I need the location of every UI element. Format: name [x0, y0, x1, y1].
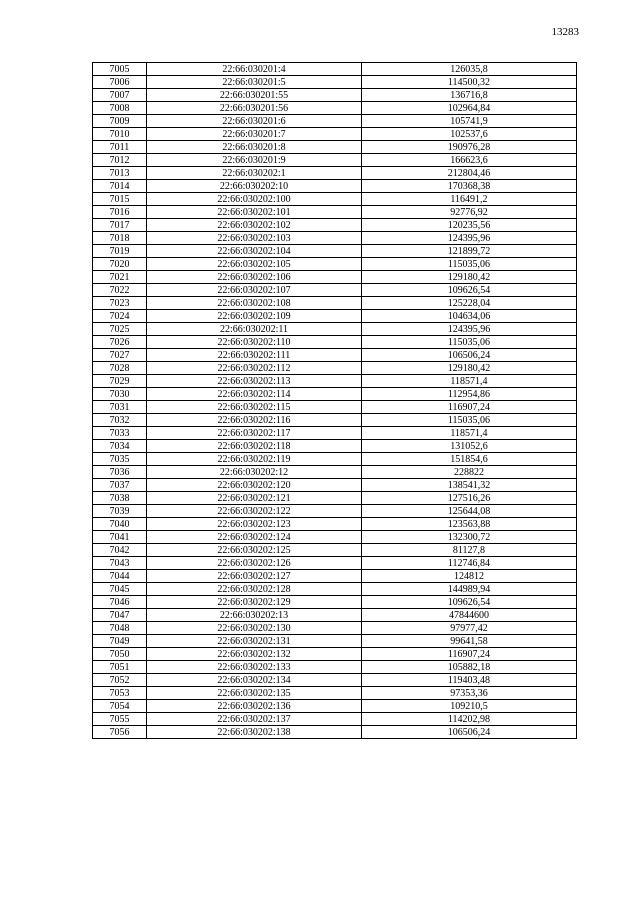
value-cell: 112746,84 — [362, 557, 577, 570]
cadastral-number-cell: 22:66:030202:114 — [147, 388, 362, 401]
value-cell: 144989,94 — [362, 583, 577, 596]
value-cell: 120235,56 — [362, 219, 577, 232]
value-cell: 124395,96 — [362, 323, 577, 336]
row-number-cell: 7008 — [93, 102, 147, 115]
table-row — [93, 219, 577, 232]
table-row — [93, 557, 577, 570]
row-number-cell: 7044 — [93, 570, 147, 583]
table-row — [93, 505, 577, 518]
row-number-cell: 7029 — [93, 375, 147, 388]
value-cell: 170368,38 — [362, 180, 577, 193]
value-cell: 99641,58 — [362, 635, 577, 648]
row-number-cell: 7046 — [93, 596, 147, 609]
row-number-cell: 7034 — [93, 440, 147, 453]
value-cell: 102537,6 — [362, 128, 577, 141]
table-row — [93, 440, 577, 453]
table-row — [93, 63, 577, 76]
cadastral-number-cell: 22:66:030202:108 — [147, 297, 362, 310]
table-row — [93, 466, 577, 479]
table-row — [93, 531, 577, 544]
row-number-cell: 7010 — [93, 128, 147, 141]
cadastral-number-cell: 22:66:030202:105 — [147, 258, 362, 271]
row-number-cell: 7043 — [93, 557, 147, 570]
value-cell: 125644,08 — [362, 505, 577, 518]
value-cell: 127516,26 — [362, 492, 577, 505]
value-cell: 126035,8 — [362, 63, 577, 76]
value-cell: 97353,36 — [362, 687, 577, 700]
cadastral-number-cell: 22:66:030201:6 — [147, 115, 362, 128]
row-number-cell: 7028 — [93, 362, 147, 375]
value-cell: 114500,32 — [362, 76, 577, 89]
value-cell: 124812 — [362, 570, 577, 583]
value-cell: 112954,86 — [362, 388, 577, 401]
row-number-cell: 7009 — [93, 115, 147, 128]
cadastral-number-cell: 22:66:030202:12 — [147, 466, 362, 479]
row-number-cell: 7019 — [93, 245, 147, 258]
value-cell: 131052,6 — [362, 440, 577, 453]
value-cell: 121899,72 — [362, 245, 577, 258]
cadastral-number-cell: 22:66:030202:120 — [147, 479, 362, 492]
row-number-cell: 7049 — [93, 635, 147, 648]
cadastral-number-cell: 22:66:030202:119 — [147, 453, 362, 466]
row-number-cell: 7053 — [93, 687, 147, 700]
table-row — [93, 115, 577, 128]
table-row — [93, 388, 577, 401]
value-cell: 190976,28 — [362, 141, 577, 154]
row-number-cell: 7035 — [93, 453, 147, 466]
value-cell: 106506,24 — [362, 726, 577, 739]
cadastral-number-cell: 22:66:030201:5 — [147, 76, 362, 89]
table-row — [93, 349, 577, 362]
table-row — [93, 661, 577, 674]
table-row — [93, 258, 577, 271]
table-row — [93, 674, 577, 687]
row-number-cell: 7023 — [93, 297, 147, 310]
row-number-cell: 7037 — [93, 479, 147, 492]
cadastral-number-cell: 22:66:030201:4 — [147, 63, 362, 76]
cadastral-number-cell: 22:66:030202:11 — [147, 323, 362, 336]
table-row — [93, 362, 577, 375]
cadastral-number-cell: 22:66:030202:117 — [147, 427, 362, 440]
row-number-cell: 7055 — [93, 713, 147, 726]
row-number-cell: 7051 — [93, 661, 147, 674]
cadastral-number-cell: 22:66:030201:9 — [147, 154, 362, 167]
table-row — [93, 427, 577, 440]
row-number-cell: 7040 — [93, 518, 147, 531]
row-number-cell: 7012 — [93, 154, 147, 167]
row-number-cell: 7039 — [93, 505, 147, 518]
cadastral-number-cell: 22:66:030202:127 — [147, 570, 362, 583]
table-row — [93, 713, 577, 726]
cadastral-number-cell: 22:66:030202:102 — [147, 219, 362, 232]
cadastral-number-cell: 22:66:030201:55 — [147, 89, 362, 102]
value-cell: 124395,96 — [362, 232, 577, 245]
value-cell: 116907,24 — [362, 401, 577, 414]
row-number-cell: 7033 — [93, 427, 147, 440]
cadastral-number-cell: 22:66:030202:111 — [147, 349, 362, 362]
cadastral-number-cell: 22:66:030202:107 — [147, 284, 362, 297]
table-body — [93, 63, 577, 739]
value-cell: 114202,98 — [362, 713, 577, 726]
cadastral-number-cell: 22:66:030201:8 — [147, 141, 362, 154]
value-cell: 92776,92 — [362, 206, 577, 219]
table-row — [93, 193, 577, 206]
value-cell: 109210,5 — [362, 700, 577, 713]
table-row — [93, 414, 577, 427]
table-row — [93, 518, 577, 531]
value-cell: 138541,32 — [362, 479, 577, 492]
row-number-cell: 7036 — [93, 466, 147, 479]
cadastral-number-cell: 22:66:030202:136 — [147, 700, 362, 713]
value-cell: 109626,54 — [362, 596, 577, 609]
cadastral-number-cell: 22:66:030202:104 — [147, 245, 362, 258]
table-row — [93, 297, 577, 310]
row-number-cell: 7025 — [93, 323, 147, 336]
table-row — [93, 232, 577, 245]
value-cell: 105741,9 — [362, 115, 577, 128]
row-number-cell: 7018 — [93, 232, 147, 245]
table-row — [93, 141, 577, 154]
cadastral-number-cell: 22:66:030202:134 — [147, 674, 362, 687]
value-cell: 109626,54 — [362, 284, 577, 297]
cadastral-number-cell: 22:66:030202:122 — [147, 505, 362, 518]
row-number-cell: 7024 — [93, 310, 147, 323]
value-cell: 129180,42 — [362, 271, 577, 284]
row-number-cell: 7006 — [93, 76, 147, 89]
cadastral-number-cell: 22:66:030202:100 — [147, 193, 362, 206]
table-row — [93, 102, 577, 115]
value-cell: 115035,06 — [362, 414, 577, 427]
value-cell: 115035,06 — [362, 336, 577, 349]
row-number-cell: 7056 — [93, 726, 147, 739]
cadastral-number-cell: 22:66:030202:109 — [147, 310, 362, 323]
cadastral-number-cell: 22:66:030202:112 — [147, 362, 362, 375]
row-number-cell: 7014 — [93, 180, 147, 193]
table-row — [93, 609, 577, 622]
row-number-cell: 7022 — [93, 284, 147, 297]
table-row — [93, 89, 577, 102]
cadastral-number-cell: 22:66:030202:124 — [147, 531, 362, 544]
table-row — [93, 726, 577, 739]
value-cell: 97977,42 — [362, 622, 577, 635]
row-number-cell: 7050 — [93, 648, 147, 661]
value-cell: 115035,06 — [362, 258, 577, 271]
table-row — [93, 76, 577, 89]
row-number-cell: 7026 — [93, 336, 147, 349]
cadastral-number-cell: 22:66:030202:123 — [147, 518, 362, 531]
row-number-cell: 7038 — [93, 492, 147, 505]
cadastral-number-cell: 22:66:030202:129 — [147, 596, 362, 609]
table-row — [93, 154, 577, 167]
cadastral-number-cell: 22:66:030202:103 — [147, 232, 362, 245]
cadastral-number-cell: 22:66:030202:132 — [147, 648, 362, 661]
cadastral-number-cell: 22:66:030202:116 — [147, 414, 362, 427]
row-number-cell: 7042 — [93, 544, 147, 557]
value-cell: 125228,04 — [362, 297, 577, 310]
table-row — [93, 635, 577, 648]
table-row — [93, 453, 577, 466]
cadastral-number-cell: 22:66:030202:137 — [147, 713, 362, 726]
row-number-cell: 7005 — [93, 63, 147, 76]
row-number-cell: 7052 — [93, 674, 147, 687]
cadastral-number-cell: 22:66:030202:13 — [147, 609, 362, 622]
row-number-cell: 7007 — [93, 89, 147, 102]
row-number-cell: 7020 — [93, 258, 147, 271]
table-row — [93, 479, 577, 492]
table-row — [93, 310, 577, 323]
cadastral-number-cell: 22:66:030202:133 — [147, 661, 362, 674]
cadastral-number-cell: 22:66:030202:101 — [147, 206, 362, 219]
table-row — [93, 583, 577, 596]
value-cell: 116907,24 — [362, 648, 577, 661]
table-row — [93, 167, 577, 180]
cadastral-number-cell: 22:66:030201:7 — [147, 128, 362, 141]
table-row — [93, 128, 577, 141]
table-row — [93, 206, 577, 219]
row-number-cell: 7017 — [93, 219, 147, 232]
row-number-cell: 7054 — [93, 700, 147, 713]
cadastral-number-cell: 22:66:030202:118 — [147, 440, 362, 453]
value-cell: 123563,88 — [362, 518, 577, 531]
table-row — [93, 401, 577, 414]
table-row — [93, 570, 577, 583]
row-number-cell: 7016 — [93, 206, 147, 219]
row-number-cell: 7031 — [93, 401, 147, 414]
cadastral-number-cell: 22:66:030202:130 — [147, 622, 362, 635]
cadastral-number-cell: 22:66:030202:115 — [147, 401, 362, 414]
value-cell: 151854,6 — [362, 453, 577, 466]
value-cell: 132300,72 — [362, 531, 577, 544]
table-row — [93, 700, 577, 713]
cadastral-number-cell: 22:66:030202:106 — [147, 271, 362, 284]
value-cell: 166623,6 — [362, 154, 577, 167]
value-cell: 118571,4 — [362, 375, 577, 388]
value-cell: 119403,48 — [362, 674, 577, 687]
cadastral-number-cell: 22:66:030202:138 — [147, 726, 362, 739]
row-number-cell: 7011 — [93, 141, 147, 154]
table-row — [93, 544, 577, 557]
row-number-cell: 7048 — [93, 622, 147, 635]
table-row — [93, 375, 577, 388]
cadastral-number-cell: 22:66:030202:121 — [147, 492, 362, 505]
cadastral-number-cell: 22:66:030201:56 — [147, 102, 362, 115]
value-cell: 212804,46 — [362, 167, 577, 180]
value-cell: 228822 — [362, 466, 577, 479]
cadastral-number-cell: 22:66:030202:1 — [147, 167, 362, 180]
cadastral-number-cell: 22:66:030202:131 — [147, 635, 362, 648]
table-row — [93, 245, 577, 258]
row-number-cell: 7032 — [93, 414, 147, 427]
table-row — [93, 648, 577, 661]
row-number-cell: 7015 — [93, 193, 147, 206]
value-cell: 47844600 — [362, 609, 577, 622]
value-cell: 129180,42 — [362, 362, 577, 375]
value-cell: 105882,18 — [362, 661, 577, 674]
table-row — [93, 271, 577, 284]
row-number-cell: 7047 — [93, 609, 147, 622]
page-number: 13283 — [551, 26, 579, 38]
value-cell: 136716,8 — [362, 89, 577, 102]
table-row — [93, 687, 577, 700]
row-number-cell: 7045 — [93, 583, 147, 596]
cadastral-number-cell: 22:66:030202:135 — [147, 687, 362, 700]
cadastral-number-cell: 22:66:030202:10 — [147, 180, 362, 193]
table-row — [93, 622, 577, 635]
value-cell: 102964,84 — [362, 102, 577, 115]
value-cell: 104634,06 — [362, 310, 577, 323]
row-number-cell: 7021 — [93, 271, 147, 284]
row-number-cell: 7013 — [93, 167, 147, 180]
row-number-cell: 7030 — [93, 388, 147, 401]
value-cell: 116491,2 — [362, 193, 577, 206]
cadastral-number-cell: 22:66:030202:128 — [147, 583, 362, 596]
table-row — [93, 284, 577, 297]
row-number-cell: 7041 — [93, 531, 147, 544]
row-number-cell: 7027 — [93, 349, 147, 362]
value-cell: 81127,8 — [362, 544, 577, 557]
value-cell: 118571,4 — [362, 427, 577, 440]
cadastral-number-cell: 22:66:030202:110 — [147, 336, 362, 349]
cadastral-number-cell: 22:66:030202:125 — [147, 544, 362, 557]
cadastral-number-cell: 22:66:030202:126 — [147, 557, 362, 570]
table-row — [93, 180, 577, 193]
table-row — [93, 323, 577, 336]
cadastral-number-cell: 22:66:030202:113 — [147, 375, 362, 388]
cadastral-value-table — [92, 62, 577, 739]
table-row — [93, 596, 577, 609]
value-cell: 106506,24 — [362, 349, 577, 362]
table-row — [93, 336, 577, 349]
table-row — [93, 492, 577, 505]
